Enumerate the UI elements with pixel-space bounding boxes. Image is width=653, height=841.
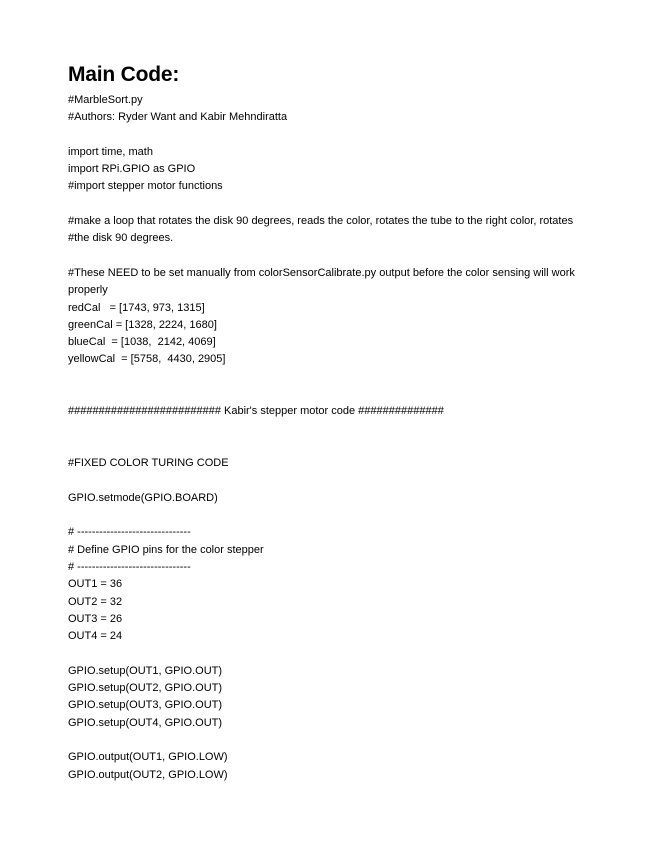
fixed-color-comment <box>68 455 628 472</box>
code-line: OUT3 = 26 <box>68 612 123 625</box>
blank-line <box>68 438 628 455</box>
code-line: # ------------------------------- <box>68 526 191 539</box>
code-line: # Define GPIO pins for the color stepper <box>68 543 264 556</box>
code-line: #These NEED to be set manually from colorSensorCalibrate.py output before the color sensing will work <box>68 266 575 279</box>
section-banner <box>68 403 628 420</box>
code-line: #MarbleSort.py <box>68 94 143 106</box>
document-page <box>68 62 628 784</box>
blank-line <box>68 507 628 524</box>
imports-block <box>68 144 628 196</box>
code-line: #FIXED COLOR TURING CODE <box>68 457 229 470</box>
blank-line <box>68 248 628 265</box>
blank-line <box>68 369 628 386</box>
code-line: ######################### Kabir's stepper motor code ############## <box>68 405 444 418</box>
blank-line <box>68 127 628 144</box>
loop-comment-block <box>68 213 628 248</box>
code-line: blueCal = [1038, 2142, 4069] <box>68 336 216 349</box>
gpio-setup-block <box>68 663 628 732</box>
page-title: Main Code: <box>68 63 180 86</box>
code-line: GPIO.setup(OUT1, GPIO.OUT) <box>68 664 223 677</box>
code-line: import time, math <box>68 145 153 158</box>
code-line: #the disk 90 degrees. <box>68 232 174 245</box>
gpio-output-block <box>68 749 628 784</box>
code-line: yellowCal = [5758, 4430, 2905] <box>68 353 226 366</box>
code-line: # ------------------------------- <box>68 561 191 574</box>
blank-line <box>68 196 628 213</box>
code-line: GPIO.setup(OUT3, GPIO.OUT) <box>68 699 223 712</box>
code-line: greenCal = [1328, 2224, 1680] <box>68 318 217 331</box>
header-comments <box>68 92 628 127</box>
code-line: OUT2 = 32 <box>68 595 123 608</box>
code-line: #import stepper motor functions <box>68 180 223 193</box>
code-line: properly <box>68 284 108 297</box>
calibration-block <box>68 265 628 369</box>
blank-line <box>68 646 628 663</box>
code-line: #Authors: Ryder Want and Kabir Mehndiratta <box>68 111 288 124</box>
code-line: GPIO.output(OUT2, GPIO.LOW) <box>68 768 228 781</box>
code-line: OUT4 = 24 <box>68 630 123 643</box>
code-line: import RPi.GPIO as GPIO <box>68 163 196 176</box>
pin-definitions-block <box>68 524 628 645</box>
code-line: GPIO.output(OUT1, GPIO.LOW) <box>68 751 228 764</box>
code-line: GPIO.setup(OUT4, GPIO.OUT) <box>68 716 223 729</box>
code-line: #make a loop that rotates the disk 90 degrees, reads the color, rotates the tube to the right color, rotates <box>68 215 574 228</box>
code-line: OUT1 = 36 <box>68 578 123 591</box>
blank-line <box>68 421 628 438</box>
blank-line <box>68 732 628 749</box>
setmode-block <box>68 490 628 507</box>
code-line: GPIO.setmode(GPIO.BOARD) <box>68 491 218 504</box>
blank-line <box>68 386 628 403</box>
code-line: GPIO.setup(OUT2, GPIO.OUT) <box>68 682 223 695</box>
blank-line <box>68 473 628 490</box>
code-line: redCal = [1743, 973, 1315] <box>68 301 205 314</box>
